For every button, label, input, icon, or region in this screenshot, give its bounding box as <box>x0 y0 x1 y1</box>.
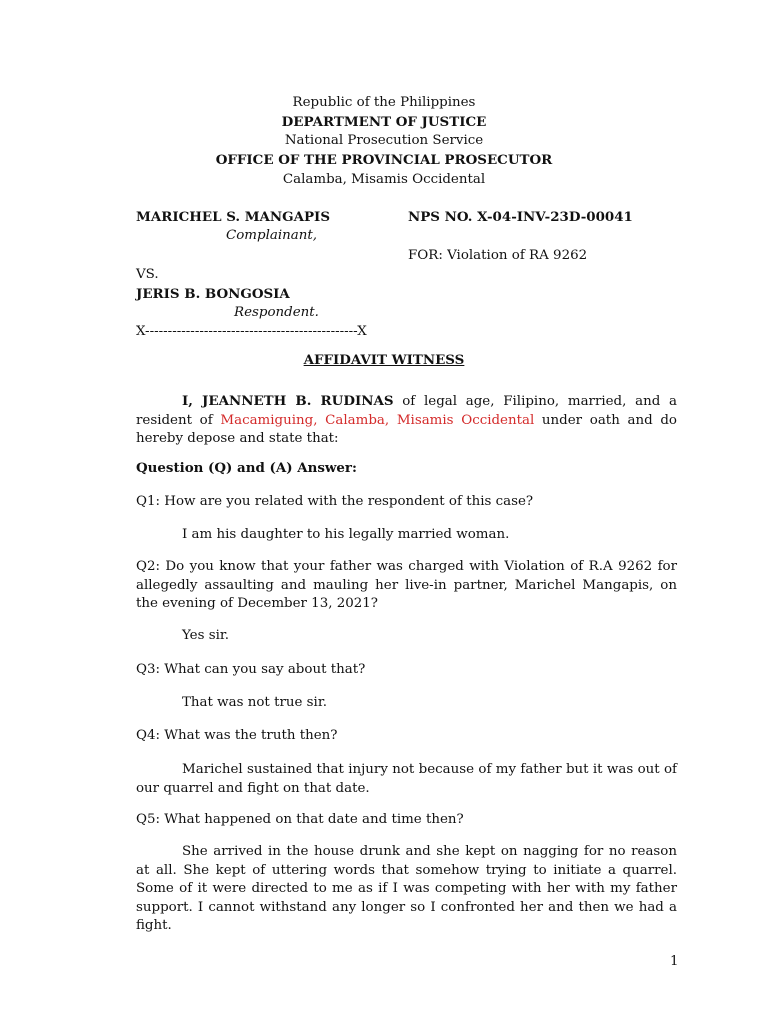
question-5: Q5: What happened on that date and time then? <box>136 812 464 827</box>
header-office: OFFICE OF THE PROVINCIAL PROSECUTOR <box>215 152 553 168</box>
complainant-label: Complainant, <box>226 228 317 243</box>
affiant-name: I, JEANNETH B. RUDINAS <box>182 393 394 409</box>
answer-4: Marichel sustained that injury not because of my father but it was out of our quarrel and fight on that date. <box>136 762 677 796</box>
page-number: 1 <box>670 954 679 969</box>
complainant-name: MARICHEL S. MANGAPIS <box>136 209 330 225</box>
header-republic: Republic of the Philippines <box>292 95 476 110</box>
document-title: AFFIDAVIT WITNESS <box>303 352 465 368</box>
header-department: DEPARTMENT OF JUSTICE <box>281 114 487 130</box>
nps-number: NPS NO. X-04-INV-23D-00041 <box>408 209 633 225</box>
question-4: Q4: What was the truth then? <box>136 728 338 743</box>
header-service: National Prosecution Service <box>284 133 484 148</box>
question-3: Q3: What can you say about that? <box>136 662 366 677</box>
respondent-label: Respondent. <box>234 305 319 320</box>
versus-label: VS. <box>136 267 159 282</box>
intro-paragraph: I, JEANNETH B. RUDINAS of legal age, Filipino, married, and a resident of Macamiguing, Calamba, Misamis Occidental under oath and do hereby depose and state that: <box>136 393 677 446</box>
header-location: Calamba, Misamis Occidental <box>282 172 486 187</box>
qa-heading: Question (Q) and (A) Answer: <box>136 460 357 476</box>
for-violation: FOR: Violation of RA 9262 <box>408 248 588 263</box>
answer-5: She arrived in the house drunk and she kept on nagging for no reason at all. She kept of uttering words that somehow trying to initiate a quarrel. Some of it were directed to me as if I was competing with her with my father support. I cannot withstand any longer so I confronted her and then we had a fight. <box>136 844 677 933</box>
answer-2: Yes sir. <box>182 628 230 643</box>
respondent-name: JERIS B. BONGOSIA <box>136 286 290 302</box>
caption-divider: X-----------------------------------------------X <box>136 324 367 339</box>
answer-1: I am his daughter to his legally married woman. <box>182 527 510 542</box>
question-1: Q1: How are you related with the respondent of this case? <box>136 494 534 509</box>
affiant-address: Macamiguing, Calamba, Misamis Occidental <box>220 412 535 428</box>
answer-3: That was not true sir. <box>182 695 328 710</box>
question-2: Q2: Do you know that your father was charged with Violation of R.A 9262 for allegedly assaulting and mauling her live-in partner, Marichel Mangapis, on the evening of December 13, 2021? <box>136 559 677 611</box>
